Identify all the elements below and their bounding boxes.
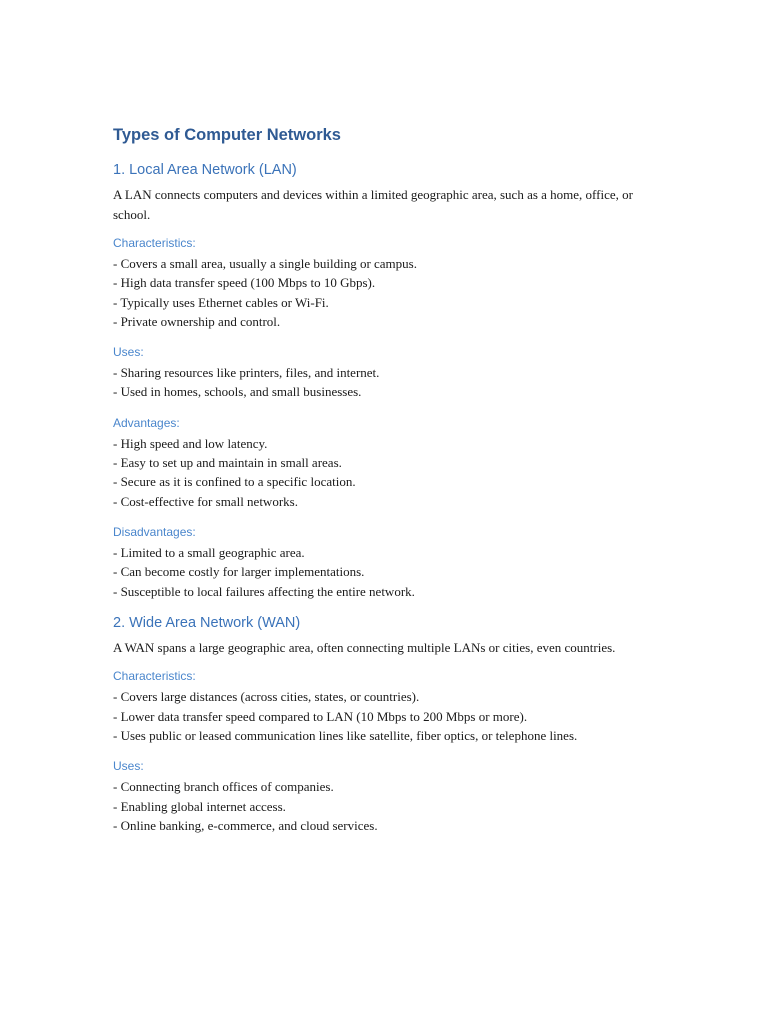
list-item: - Limited to a small geographic area. <box>113 544 305 560</box>
list-item: - Cost-effective for small networks. <box>113 493 298 509</box>
list-item: - Easy to set up and maintain in small areas. <box>113 455 342 471</box>
lan-disadvantages <box>113 523 658 601</box>
lan-uses <box>113 343 658 402</box>
lan-advantages <box>113 414 658 511</box>
lan-characteristics-label: Characteristics: <box>113 236 196 250</box>
list-item: - Covers a small area, usually a single building or campus. <box>113 256 417 271</box>
list-item: - Private ownership and control. <box>113 313 281 329</box>
list-item: - Can become costly for larger implementations. <box>113 564 365 580</box>
list-item: - Secure as it is confined to a specific location. <box>113 474 356 490</box>
list-item: - Lower data transfer speed compared to LAN (10 Mbps to 200 Mbps or more). <box>113 708 528 724</box>
lan-advantages-label: Advantages: <box>113 415 180 430</box>
wan-uses <box>113 757 658 835</box>
lan-characteristics <box>113 234 658 331</box>
section-intro-wan: A WAN spans a large geographic area, often connecting multiple LANs or cities, even countries. <box>113 639 616 655</box>
list-item: - Used in homes, schools, and small businesses. <box>113 384 362 400</box>
lan-uses-label: Uses: <box>113 345 144 360</box>
list-item: - Online banking, e-commerce, and cloud services. <box>113 817 378 833</box>
list-item: - High data transfer speed (100 Mbps to 10 Gbps). <box>113 275 376 291</box>
section-heading-lan: 1. Local Area Network (LAN) <box>113 162 297 178</box>
list-item: - Enabling global internet access. <box>113 798 286 814</box>
list-item: - Covers large distances (across cities, states, or countries). <box>113 689 420 705</box>
section-intro-lan: A LAN connects computers and devices within a limited geographic area, such as a home, office, or school. <box>113 187 633 222</box>
section-wan <box>113 613 658 835</box>
list-item: - Typically uses Ethernet cables or Wi-Fi. <box>113 294 329 310</box>
wan-characteristics-label: Characteristics: <box>113 669 196 684</box>
wan-characteristics <box>113 667 658 745</box>
list-item: - Sharing resources like printers, files, and internet. <box>113 365 380 381</box>
section-lan <box>113 160 658 601</box>
list-item: - Susceptible to local failures affecting the entire network. <box>113 583 415 599</box>
list-item: - High speed and low latency. <box>113 435 268 451</box>
list-item: - Connecting branch offices of companies. <box>113 779 334 795</box>
section-heading-wan: 2. Wide Area Network (WAN) <box>113 614 301 631</box>
list-item: - Uses public or leased communication lines like satellite, fiber optics, or telephone lines. <box>113 727 578 743</box>
wan-uses-label: Uses: <box>113 759 144 774</box>
lan-disadvantages-label: Disadvantages: <box>113 524 196 539</box>
document-title: Types of Computer Networks <box>113 126 341 144</box>
